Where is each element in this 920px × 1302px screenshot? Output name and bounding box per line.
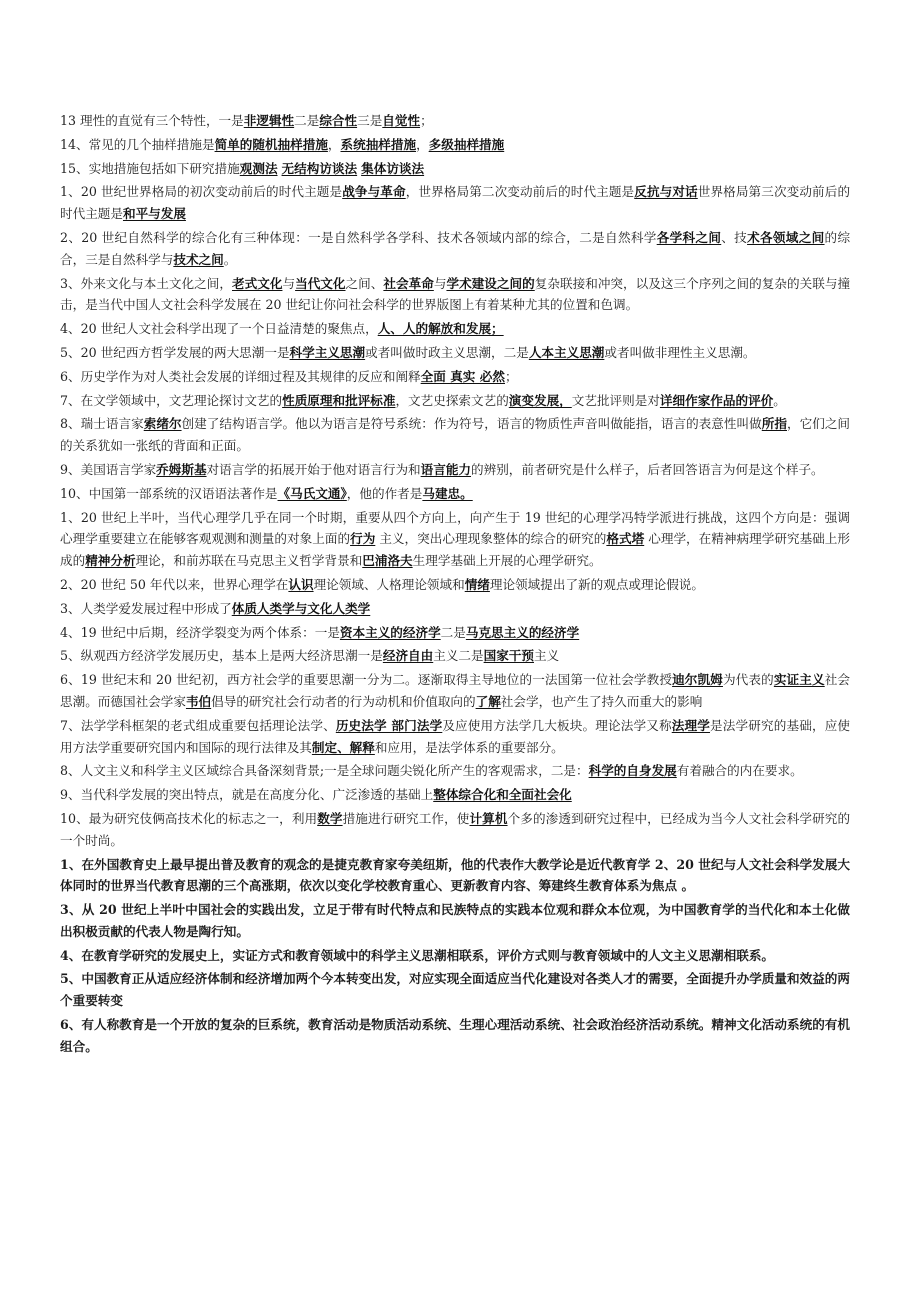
text-run: 6、19 世纪末和 20 世纪初，西方社会学的重要思潮一分为二。逐渐取得主导地位的一法国第一位社会学教授 — [60, 672, 673, 688]
text-run: 2、20 世纪 50 年代以来，世界心理学在 — [60, 576, 289, 592]
text-run: 。 — [773, 392, 786, 408]
text-run: ； — [504, 368, 518, 384]
text-run: 理论领域提出了新的观点或理论假说。 — [489, 576, 704, 592]
keyword-underlined: 情绪 — [464, 576, 490, 592]
keyword-underlined: 整体综合化和全面社会化 — [433, 787, 572, 803]
text-run: 2、20 世纪自然科学的综合化有三种体现：一是自然科学各学科、技术各领域内部的综合，二是自然科学 — [60, 229, 657, 245]
text-run: 理论领域、人格理论领域和 — [313, 576, 465, 592]
text-run: 7、法学学科框架的老式组成重要包括理论法学、 — [60, 717, 336, 733]
text-run: 心理学，在精神病理学研究基础上形成的 — [60, 531, 851, 569]
paragraph — [60, 318, 850, 340]
text-run: 1、20 世纪上半叶，当代心理学几乎在同一个时期，重要从四个方向上，向产生于 19 世纪的心理学冯特学派进行挑战，这四个方向是：强调心理学重要建立在能够客观观测和测量的对象上面的 — [60, 509, 850, 547]
keyword-underlined: 所指 — [761, 416, 787, 432]
keyword-underlined: 演变发展， — [508, 392, 572, 408]
paragraph — [60, 273, 850, 317]
keyword-underlined: 历史法学 部门法学 — [335, 717, 443, 733]
text-run: 。 — [223, 251, 237, 267]
text-run: 或者叫做时政主义思潮，二是 — [365, 344, 529, 360]
keyword-underlined: 社会革命 — [383, 275, 434, 291]
text-run: 有着融合的内在要求。 — [676, 763, 803, 779]
text-run: 1、20 世纪世界格局的初次变动前后的时代主题是 — [60, 184, 343, 200]
keyword-underlined: 和平与发展 — [122, 206, 186, 222]
text-run: 二是 — [294, 113, 320, 128]
keyword-underlined: 体质人类学与文化人类学 — [231, 600, 371, 616]
keyword-underlined: 马建忠。 — [422, 485, 473, 501]
paragraph — [60, 342, 850, 364]
keyword-underlined: 反抗与对话 — [634, 184, 698, 200]
text-run: 3、外来文化与本土文化之间， — [60, 275, 232, 291]
text-run: ，它们之间的关系犹如一张纸的背面和正面。 — [60, 416, 851, 454]
paragraph — [60, 899, 850, 943]
paragraph — [60, 366, 850, 388]
keyword-underlined: 人本主义思潮 — [528, 344, 605, 360]
text-run: ， — [327, 136, 341, 152]
paragraph — [60, 459, 850, 481]
text-run: 8、人文主义和科学主义区域综合具备深刻背景;一是全球问题尖锐化所产生的客观需求，二是： — [60, 763, 589, 779]
keyword-underlined: 科学主义思潮 — [289, 344, 366, 360]
text-run: 9、当代科学发展的突出特点，就是在高度分化、广泛渗透的基础上 — [60, 787, 434, 803]
text-run: 社会学，也产生了持久而重大的影响 — [500, 693, 703, 709]
keyword-underlined: 国家干预 — [483, 648, 534, 664]
text-run: 与 — [282, 275, 296, 291]
text-run: 13 理性的直觉有三个特性，一是 — [60, 113, 244, 128]
keyword-underlined: 综合性 — [319, 113, 358, 128]
text-run: 是法学研究的基础，应使用方法学重要研究国内和国际的现行法律及其 — [60, 717, 851, 755]
text-run: 为代表的 — [722, 672, 774, 688]
paragraph — [60, 181, 850, 225]
keyword-underlined: 技术之间 — [173, 251, 224, 267]
text-run: 与 — [433, 275, 447, 291]
text-run: 10、最为研究伎俩高技术化的标志之一，利用 — [60, 810, 318, 826]
paragraph — [60, 715, 850, 759]
text-run: 社会思潮。而德国社会学家 — [60, 672, 851, 709]
text-run: 之间、 — [345, 275, 384, 291]
paragraph — [60, 483, 850, 505]
text-run: 、技 — [721, 229, 748, 245]
text-run: 4、20 世纪人文社会科学出现了一个日益清楚的聚焦点， — [60, 321, 378, 337]
paragraph — [60, 598, 850, 620]
text-run: 3、从 20 世纪上半叶中国社会的实践出发，立足于带有时代特点和民族特点的实践本位观和群众本位观，为中国教育学的当代化和本土化做出积极贡献的代表人物是陶行知。 — [60, 902, 850, 939]
keyword-underlined: 经济自由 — [382, 648, 434, 664]
text-run: 9、美国语言学家 — [60, 461, 157, 477]
keyword-underlined: 计算机 — [469, 810, 508, 826]
text-run: 6、历史学作为对人类社会发展的详细过程及其规律的反应和阐释 — [60, 368, 421, 384]
text-run: 世界格局第三次变动前后的时代主题是 — [60, 184, 851, 222]
paragraph — [60, 390, 850, 412]
text-run: ，他的作者是 — [346, 485, 423, 501]
text-run: 主义，突出心理现象整体的综合的研究的 — [375, 531, 607, 547]
paragraph — [60, 413, 850, 457]
text-run: 复杂联接和冲突，以及这三个序列之间的复杂的关联与撞击，是当代中国人文社会科学发展在 20 世纪让你问社会科学的世界版图上有着某种尤其的位置和色调。 — [60, 275, 851, 313]
keyword-underlined: 性质原理和批评标准 — [282, 392, 396, 408]
text-run: 1、在外国教育史上最早提出普及教育的观念的是捷克教育家夸美纽斯，他的代表作大教学论是近代教育学 2、20 世纪与人文社会科学发展大体同时的世界当代教育思潮的三个高涨期，依次以变化学校教育重心、更新教育内容、筹建终生教育体系为焦点 。 — [60, 856, 850, 894]
keyword-underlined: 资本主义的经济学 — [339, 624, 441, 640]
document-body — [60, 110, 850, 1060]
text-run: 6、有人称教育是一个开放的复杂的巨系统，教育活动是物质活动系统、生理心理活动系统、社会政治经济活动系统。精神文化活动系统的有机组合。 — [60, 1017, 850, 1054]
paragraph — [60, 784, 850, 806]
keyword-underlined: 科学的自身发展 — [588, 763, 677, 779]
keyword-underlined: 术各领域之间 — [747, 229, 825, 245]
text-run: 7、在文学领域中，文艺理论探讨文艺的 — [60, 392, 283, 408]
keyword-underlined: 实证主义 — [773, 672, 825, 688]
keyword-underlined: 详细作家作品的评价 — [659, 392, 774, 408]
text-run: 4、在教育学研究的发展史上，实证方式和教育领域中的科学主义思潮相联系，评价方式则与教育领域中的人文主义思潮相联系。 — [60, 947, 775, 963]
paragraph — [60, 134, 850, 156]
paragraph — [60, 158, 850, 180]
paragraph — [60, 622, 850, 644]
text-run: 生理学基础上开展的心理学研究。 — [412, 553, 602, 569]
keyword-underlined: 《马氏文通》 — [277, 485, 347, 501]
keyword-underlined: 格式塔 — [606, 531, 645, 547]
text-run: 主义二是 — [433, 648, 484, 664]
keyword-underlined: 巴浦洛夫 — [362, 553, 413, 569]
paragraph — [60, 968, 850, 1012]
keyword-underlined: 乔姆斯基 — [156, 461, 207, 477]
paragraph — [60, 507, 850, 572]
text-run: 5、中国教育正从适应经济体制和经济增加两个今本转变出发，对应实现全面适应当代化建设对各类人才的需要，全面提升办学质量和效益的两个重要转变 — [60, 971, 850, 1009]
text-run: ，世界格局第二次变动前后的时代主题是 — [405, 184, 635, 200]
text-run: 倡导的研究社会行动者的行为动机和价值取向的 — [211, 693, 476, 709]
keyword-underlined: 简单的随机抽样措施 — [214, 136, 328, 152]
text-run: 的综合，三是自然科学与 — [60, 229, 851, 267]
keyword-underlined: 老式文化 — [232, 275, 283, 291]
text-run: 理论，和前苏联在马克思主义哲学背景和 — [135, 553, 363, 569]
text-run: 14、常见的几个抽样措施是 — [60, 136, 215, 152]
keyword-underlined: 集体访谈法 — [361, 160, 425, 176]
text-run: 4、19 世纪中后期，经济学裂变为两个体系：一是 — [60, 624, 340, 640]
text-run: 三是 — [357, 113, 383, 128]
keyword-underlined: 行为 — [350, 531, 376, 547]
paragraph — [60, 1014, 850, 1058]
text-run: 3、人类学爱发展过程中形成了 — [60, 600, 232, 616]
keyword-underlined: 无结构访谈法 — [281, 160, 358, 176]
text-run: ，文艺史探索文艺的 — [395, 392, 509, 408]
text-run: 对语言学的拓展开始于他对语言行为和 — [206, 461, 421, 477]
text-run: 措施进行研究工作，使 — [342, 810, 470, 826]
paragraph — [60, 854, 850, 898]
text-run: 创建了结构语言学。他以为语言是符号系统：作为符号，语言的物质性声音叫做能指，语言的表意性叫做 — [181, 416, 762, 432]
text-run: 主义 — [533, 648, 560, 664]
paragraph — [60, 574, 850, 596]
keyword-underlined: 韦伯 — [185, 693, 212, 709]
keyword-underlined: 迪尔凯姆 — [672, 672, 723, 688]
text-run: 及应使用方法学几大板块。理论法学又称 — [442, 717, 672, 733]
paragraph — [60, 669, 850, 713]
text-run: 15、实地措施包括如下研究措施 — [60, 160, 240, 176]
text-run: 10、中国第一部系统的汉语语法著作是 — [60, 485, 278, 501]
keyword-underlined: 精神分析 — [85, 553, 136, 569]
text-run: 的辨别，前者研究是什么样子，后者回答语言为何是这个样子。 — [471, 461, 824, 477]
text-run: 文艺批评则是对 — [571, 392, 660, 408]
keyword-underlined: 马克思主义的经济学 — [465, 624, 580, 640]
paragraph — [60, 227, 850, 271]
paragraph — [60, 645, 850, 667]
keyword-underlined: 系统抽样措施 — [340, 136, 417, 152]
keyword-underlined: 非逻辑性 — [243, 113, 295, 128]
keyword-underlined: 索绪尔 — [143, 416, 182, 432]
keyword-underlined: 数学 — [317, 810, 343, 826]
keyword-underlined: 语言能力 — [420, 461, 472, 477]
text-run: 8、瑞士语言家 — [60, 416, 144, 432]
text-run: 和应用，是法学体系的重要部分。 — [374, 739, 564, 755]
text-run: ； — [420, 113, 433, 128]
keyword-underlined: 了解 — [475, 693, 501, 709]
text-run: 个多的渗透到研究过程中，已经成为当今人文社会科学研究的一个时尚。 — [60, 810, 851, 848]
paragraph — [60, 760, 850, 782]
keyword-underlined: 人、人的解放和发展； — [377, 321, 504, 337]
paragraph — [60, 110, 850, 132]
keyword-underlined: 多级抽样措施 — [428, 136, 505, 152]
keyword-underlined: 认识 — [288, 576, 314, 592]
keyword-underlined: 法理学 — [671, 717, 710, 733]
keyword-underlined: 学术建设之间的 — [446, 275, 535, 291]
keyword-underlined: 当代文化 — [295, 275, 346, 291]
paragraph — [60, 808, 850, 852]
keyword-underlined: 自觉性 — [382, 113, 421, 128]
text-run: ， — [416, 136, 429, 152]
paragraph — [60, 945, 850, 967]
keyword-underlined: 各学科之间 — [656, 229, 722, 245]
keyword-underlined: 战争与革命 — [342, 184, 406, 200]
keyword-underlined: 制定、解释 — [311, 739, 375, 755]
text-run: 5、纵观西方经济学发展历史，基本上是两大经济思潮一是 — [60, 648, 383, 664]
keyword-underlined: 观测法 — [239, 160, 278, 176]
text-run: 或者叫做非理性主义思潮。 — [604, 344, 756, 360]
text-run: 二是 — [440, 624, 466, 640]
text-run: 5、20 世纪西方哲学发展的两大思潮一是 — [60, 344, 290, 360]
keyword-underlined: 全面 真实 必然 — [420, 368, 505, 384]
